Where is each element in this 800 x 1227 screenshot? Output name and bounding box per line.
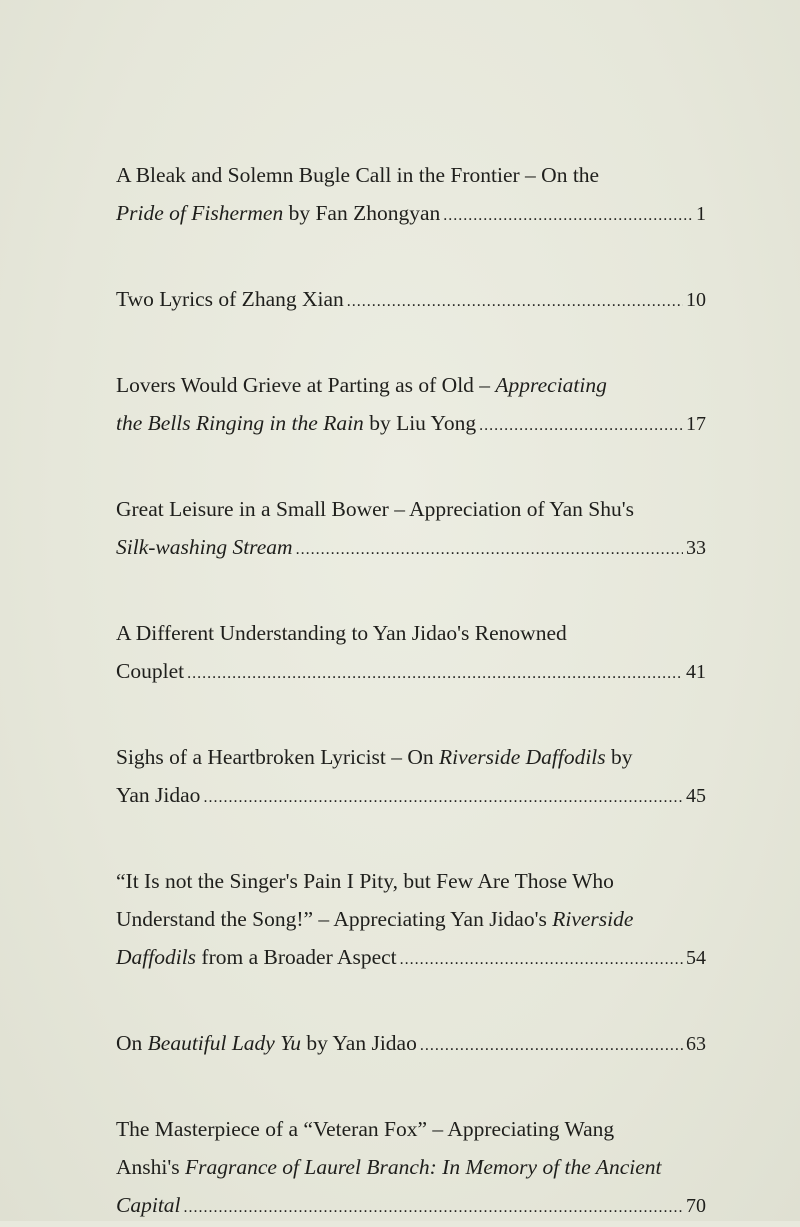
dot-leader [184, 1189, 683, 1227]
work-title: Pride of Fishermen [116, 201, 284, 225]
page-number: 10 [686, 289, 706, 311]
entry-title-line: Couplet [116, 659, 185, 683]
work-title: Capital [116, 1193, 181, 1217]
toc-entry: Lovers Would Grieve at Parting as of Old – Appreciating the Bells Ringing in the Rain by Liu Yong ..... 17 [116, 366, 706, 442]
page-number: 54 [686, 947, 706, 969]
toc-entry [116, 490, 706, 566]
entry-title-line: “It Is not the Singer's Pain I Pity, but Few Are Those Who [116, 869, 614, 893]
dot-leader [400, 941, 683, 979]
toc-entry: A Bleak and Solemn Bugle Call in the Frontier – On the Pride of Fishermen by Fan Zhongyan ..... 1 [116, 156, 706, 232]
page-number: 1 [696, 203, 706, 225]
dot-leader [420, 1027, 683, 1065]
dot-leader [479, 407, 683, 445]
entry-title-line: A Bleak and Solemn Bugle Call in the Frontier – On the [116, 163, 600, 187]
toc-entry [116, 280, 706, 318]
page-number: 41 [686, 661, 706, 683]
work-title: Appreciating [495, 373, 607, 397]
toc-entry: “It Is not the Singer's Pain I Pity, but Few Are Those Who Understand the Song!” – Appreciating Yan Jidao's Riverside Daffodils from a Broader Aspect ..... 54 [116, 862, 706, 976]
work-title: Riverside [552, 907, 634, 931]
toc-entry: On Beautiful Lady Yu by Yan Jidao ..... 63 [116, 1024, 706, 1062]
entry-title-line: Yan Jidao [116, 783, 201, 807]
work-title: Silk-washing Stream [116, 535, 293, 559]
dot-leader [296, 531, 683, 569]
entry-title-line: The Masterpiece of a “Veteran Fox” – Appreciating Wang [116, 1117, 615, 1141]
page-number: 63 [686, 1033, 706, 1055]
table-of-contents [116, 156, 706, 1224]
dot-leader [347, 283, 683, 321]
dot-leader [203, 779, 683, 817]
toc-entry: The Masterpiece of a “Veteran Fox” – Appreciating Wang Anshi's Fragrance of Laurel Branch: In Memory of the Ancient Capital ..... 70 [116, 1110, 706, 1224]
toc-entry: Sighs of a Heartbroken Lyricist – On Riverside Daffodils by Yan Jidao ..... 45 [116, 738, 706, 814]
page-number: 70 [686, 1195, 706, 1217]
work-title: Daffodils [116, 945, 197, 969]
toc-entry [116, 614, 706, 690]
entry-title-line: A Different Understanding to Yan Jidao's Renowned [116, 621, 567, 645]
entry-title-line: Two Lyrics of Zhang Xian [116, 287, 344, 311]
work-title: the Bells Ringing in the Rain [116, 411, 364, 435]
dot-leader [187, 655, 683, 693]
dot-leader [443, 197, 693, 235]
work-title: Beautiful Lady Yu [147, 1031, 301, 1055]
page-number: 45 [686, 785, 706, 807]
page-number: 33 [686, 537, 706, 559]
work-title: Riverside Daffodils [439, 745, 606, 769]
work-title: Fragrance of Laurel Branch: In Memory of the Ancient [184, 1155, 662, 1179]
entry-title-line: Great Leisure in a Small Bower – Appreciation of Yan Shu's [116, 497, 634, 521]
page-number: 17 [686, 413, 706, 435]
